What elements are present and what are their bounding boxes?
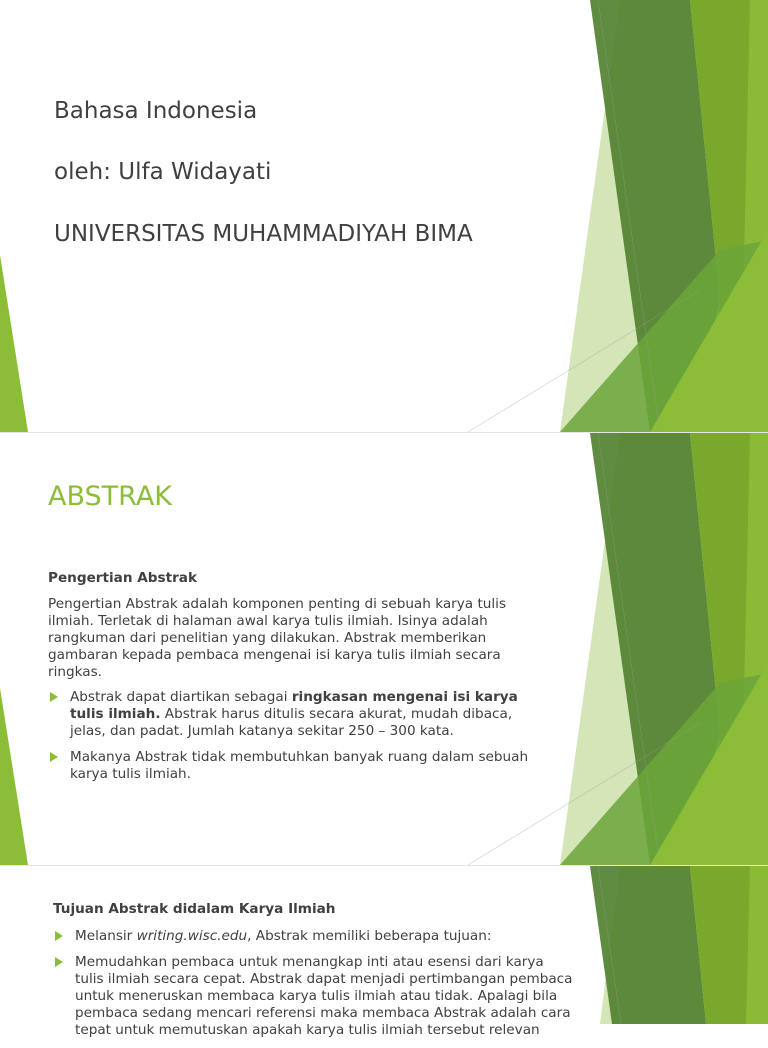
bullet-text: Abstrak dapat diartikan sebagai — [70, 689, 292, 705]
bullet-list — [48, 689, 548, 783]
title-slide — [0, 0, 768, 432]
slide-body — [48, 570, 548, 792]
bullet-text: Memudahkan pembaca untuk menangkap inti atau esensi dari karya tulis ilmiah secara cepat. Abstrak dapat menjadi pertimbangan pembaca untuk meneruskan membaca karya tulis ilmiah atau tidak. Apalagi bila pembaca sedang mencari referensi maka membaca Abstrak adalah cara tepat untuk memutuskan apakah karya tulis ilmiah tersebut relevan — [75, 954, 573, 1038]
bullet-text: Abstrak harus ditulis secara akurat, mudah dibaca, jelas, dan padat. Jumlah katanya sekitar 250 – 300 kata. — [70, 706, 513, 739]
subheading: Tujuan Abstrak didalam Karya Ilmiah — [53, 901, 336, 917]
university-name: UNIVERSITAS MUHAMMADIYAH BIMA — [54, 221, 473, 247]
slide-decoration — [0, 0, 768, 432]
bullet-item — [48, 689, 548, 740]
subheading: Pengertian Abstrak — [48, 570, 198, 586]
abstrak-slide — [0, 433, 768, 865]
bullet-list — [53, 928, 573, 1039]
bullet-text: , Abstrak memiliki beberapa tujuan: — [247, 928, 492, 944]
bullet-text: Makanya Abstrak tidak membutuhkan banyak ruang dalam sebuah karya tulis ilmiah. — [70, 749, 529, 782]
bullet-item — [53, 954, 573, 1039]
slide-body — [53, 901, 573, 1048]
course-title: Bahasa Indonesia — [54, 98, 258, 124]
bullet-bold-text: ringkasan mengenai isi karya tulis ilmiah. — [70, 689, 518, 722]
bullet-italic-text: writing.wisc.edu — [136, 928, 248, 944]
author-line: oleh: Ulfa Widayati — [54, 159, 272, 185]
definition-paragraph: Pengertian Abstrak adalah komponen penting di sebuah karya tulis ilmiah. Terletak di halaman awal karya tulis ilmiah. Isinya adalah rangkuman dari penelitian yang dilakukan. Abstrak memberikan gambaran kepada pembaca mengenai isi karya tulis ilmiah secara ringkas. — [48, 596, 507, 680]
bullet-text: Melansir — [75, 928, 137, 944]
bullet-item — [53, 928, 573, 945]
left-green-wedge — [0, 255, 28, 432]
left-green-wedge — [0, 688, 28, 865]
slide-title: ABSTRAK — [48, 481, 172, 512]
bullet-item — [48, 749, 548, 783]
tujuan-slide — [0, 866, 768, 1038]
